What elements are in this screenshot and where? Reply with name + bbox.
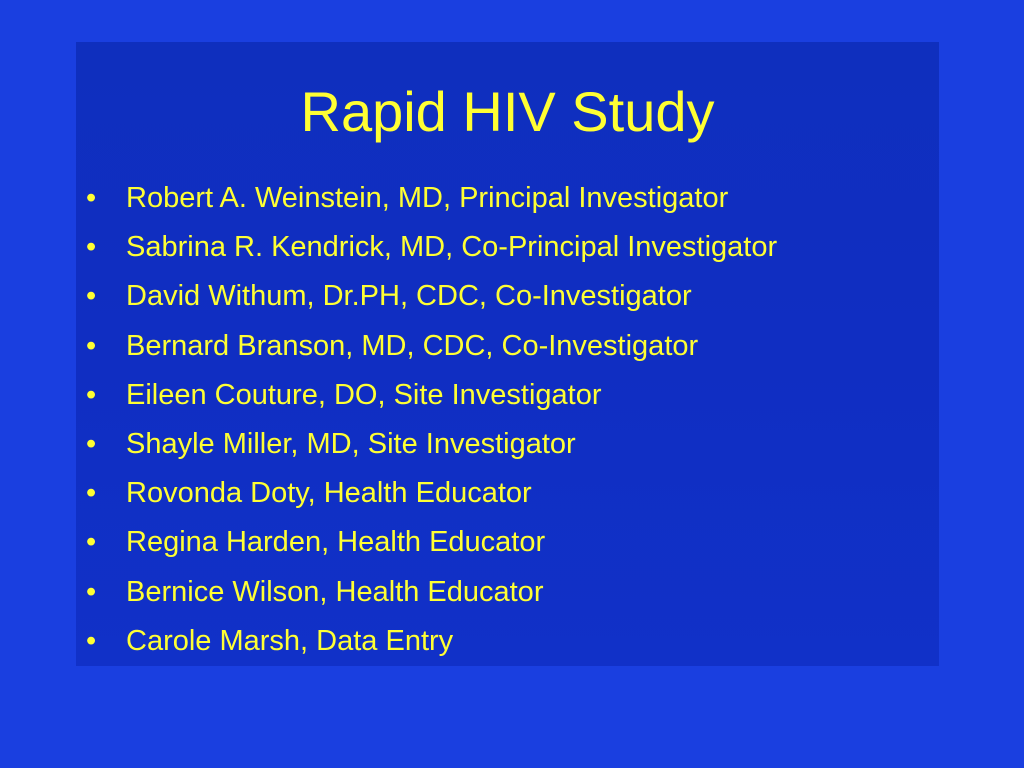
bullet-item	[86, 617, 777, 666]
bullet-text: Rovonda Doty, Health Educator	[126, 477, 532, 510]
bullet-dot-icon: •	[86, 477, 97, 510]
bullet-dot-icon: •	[86, 624, 97, 657]
bullet-item	[86, 420, 777, 469]
slide-content-panel	[76, 42, 939, 666]
bullet-item	[86, 223, 777, 272]
bullet-item	[86, 322, 777, 371]
bullet-dot-icon: •	[86, 427, 97, 460]
bullet-dot-icon: •	[86, 526, 97, 559]
bullet-item	[86, 469, 777, 518]
bullet-text: Carole Marsh, Data Entry	[126, 624, 454, 657]
bullet-text: Bernard Branson, MD, CDC, Co-Investigator	[126, 329, 699, 362]
bullet-dot-icon: •	[86, 329, 97, 362]
bullet-dot-icon: •	[86, 231, 97, 264]
bullet-text: Regina Harden, Health Educator	[126, 526, 546, 559]
bullet-dot-icon: •	[86, 575, 97, 608]
bullet-dot-icon: •	[86, 378, 97, 411]
bullet-item	[86, 568, 777, 617]
bullet-item	[86, 272, 777, 321]
bullet-dot-icon: •	[86, 182, 97, 214]
bullet-item	[86, 174, 777, 223]
bullet-text: Bernice Wilson, Health Educator	[126, 575, 544, 608]
bullet-text: Robert A. Weinstein, MD, Principal Investigator	[126, 182, 729, 214]
bullet-text: David Withum, Dr.PH, CDC, Co-Investigator	[126, 280, 692, 313]
bullet-item	[86, 518, 777, 567]
bullet-text: Shayle Miller, MD, Site Investigator	[126, 427, 576, 460]
bullet-dot-icon: •	[86, 280, 97, 313]
bullet-list	[86, 174, 777, 666]
bullet-item	[86, 371, 777, 420]
bullet-text: Eileen Couture, DO, Site Investigator	[126, 378, 602, 411]
slide-title: Rapid HIV Study	[300, 80, 715, 143]
bullet-text: Sabrina R. Kendrick, MD, Co-Principal Investigator	[126, 231, 778, 264]
